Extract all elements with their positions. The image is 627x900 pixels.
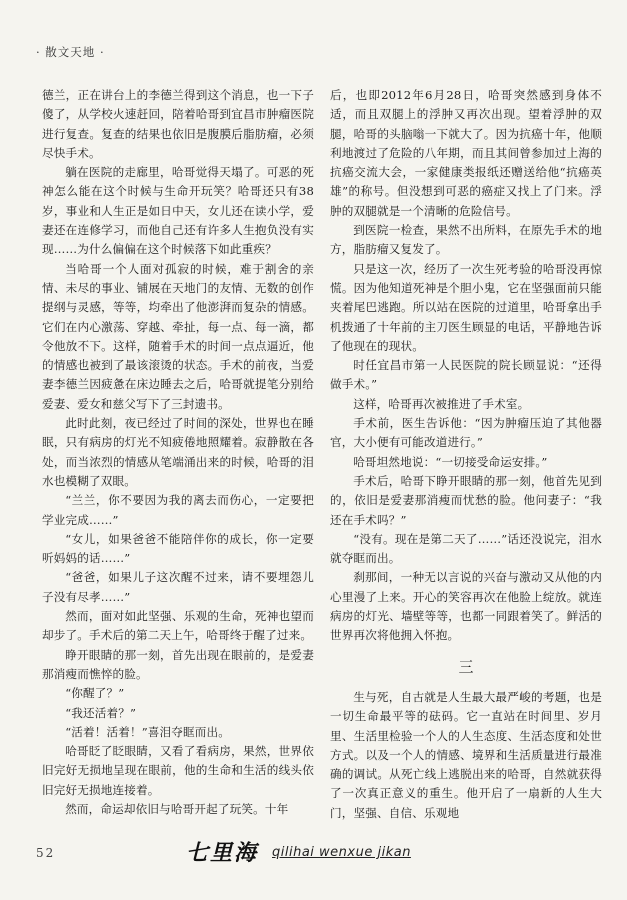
paragraph: 手术后，哈哥下睁开眼睛的那一刻，他首先见到的，依旧是爱妻那消瘦而忧愁的脸。他问妻子：“我还在手术吗？” [330,473,602,527]
magazine-pinyin: qilihai wenxue jikan [272,845,411,860]
paragraph: 当哈哥一个人面对孤寂的时候，难于割舍的亲情、未尽的事业、铺展在天地门的友情、无数的创作提纲与灵感，等等，均牵出了他澎湃而复杂的情感。它们在内心激荡、穿越、牵扯，每一点、每一滴，都令他放不下。这样，随着手术的时间一点点逼近，他的情感也被到了最该滚烫的状态。手术的前夜，当爱妻李德兰因疲惫在床边睡去之后，哈哥就提笔分别给爱妻、爱女和慈父写下了三封遗书。 [42,261,314,411]
paragraph: “兰兰，你不要因为我的离去而伤心，一定要把学业完成……” [42,493,314,527]
paragraph: 这样，哈哥再次被推进了手术室。 [353,396,530,411]
right-text-column [330,86,602,646]
paragraph: 躺在医院的走廊里，哈哥觉得天塌了。可恶的死神怎么能在这个时候与生命开玩笑？哈哥还只有38岁，事业和人生正是如日中天，女儿还在读小学，爱妻还在连修学习，而他自己还有许多人生抱负没有实现……为什么偏偏在这个时候落下如此重疾？ [42,165,314,257]
paragraph: “你醒了？” [65,686,125,701]
paragraph: “爸爸，如果儿子这次醒不过来，请不要埋怨儿子没有尽孝……” [42,570,314,604]
paragraph: 生与死，自古就是人生最大最严峻的考题，也是一切生命最平等的砝码。它一直站在时间里、岁月里、生活里检验一个人的人生态度、生活态度和处世方式。以及一个人的情感、境界和生活质量进行最准确的调试。从死亡线上逃脱出来的哈哥，自然就获得了一次真正意义的重生。他开启了一扇新的人生大门，坚强、自信、乐观地 [330,690,602,820]
paragraph: 时任宜昌市第一人民医院的院长顾显说：“还得做手术。” [330,358,602,392]
paragraph: “没有。现在是第二天了……”话还没说完，泪水就夺眶而出。 [330,531,602,566]
paragraph: “活着！活着！”喜泪夺眶而出。 [65,724,231,739]
paragraph: “女儿，如果爸爸不能陪伴你的成长，你一定要听妈妈的话……” [42,531,314,566]
paragraph: 然而，命运却依旧与哈哥开起了玩笑。十年 [65,801,289,816]
paragraph: 后，也即2012年6月28日，哈哥突然感到身体不适，而且双腿上的浮肿又再次出现。望着浮肿的双腿，哈哥的头脑嗡一下就大了。因为抗癌十年，他顺利地渡过了危险的八年期，而且其间曾参加过上海的抗癌交流大会，一家健康类报纸还赠送给他“抗癌英雄”的称号。但没想到可恶的癌症又找上了门来。浮肿的双腿就是一个清晰的危险信号。 [330,88,602,218]
section-tag: · 散文天地 · [36,45,105,59]
paragraph: 德兰，正在讲台上的李德兰得到这个消息，也一下子傻了，从学校火速赶回，陪着哈哥到宜昌市肿瘤医院进行复查。复查的结果也依旧是腹膜后脂肪瘤，必须尽快手术。 [42,88,314,160]
paragraph: 睁开眼睛的那一刻，首先出现在眼前的，是爱妻那消瘦而憔悴的脸。 [42,647,314,681]
paragraph: 手术前，医生告诉他：“因为肿瘤压迫了其他器官，大小便有可能改道进行。” [330,416,602,450]
page-footer [36,836,596,866]
paragraph: 到医院一检查，果然不出所料，在原先手术的地方，脂肪瘤又复发了。 [330,223,602,257]
magazine-logo: 七里海 [186,840,259,866]
paragraph: 刹那间，一种无以言说的兴奋与激动又从他的内心里漫了上来。开心的笑容再次在他脸上绽放。就连病房的灯光、墙壁等等，也都一同跟着笑了。鲜活的世界再次将他拥入怀抱。 [330,570,602,643]
paragraph: 哈哥坦然地说：“一切接受命运安排。” [353,454,548,469]
section-three-text [330,688,602,823]
paragraph: 然而，面对如此坚强、乐观的生命，死神也望而却步了。手术后的第二天上午，哈哥终于醒了过来。 [42,609,314,643]
paragraph: 此时此刻，夜已经过了时间的深处，世界也在睡眠，只有病房的灯光不知疲倦地照耀着。寂静散在各处，而当浓烈的情感从笔端涌出来的时候，哈哥的泪水也模糊了双眼。 [42,416,314,488]
page-number: 52 [36,846,56,860]
paragraph: 只是这一次，经历了一次生死考验的哈哥没再惊慌。因为他知道死神是个胆小鬼，它在坚强面前只能夹着尾巴逃跑。所以站在医院的过道里，哈哥拿出手机拨通了十年前的主刀医生顾显的电话，平静地告诉了他现在的现状。 [330,261,602,353]
left-text-column [42,86,314,819]
paragraph: 哈哥眨了眨眼睛，又看了看病房，果然，世界依旧完好无损地呈现在眼前，他的生命和生活的线头依旧完好无损地连接着。 [42,744,314,797]
section-number: 三 [458,658,474,676]
paragraph: “我还活着？” [65,705,137,720]
